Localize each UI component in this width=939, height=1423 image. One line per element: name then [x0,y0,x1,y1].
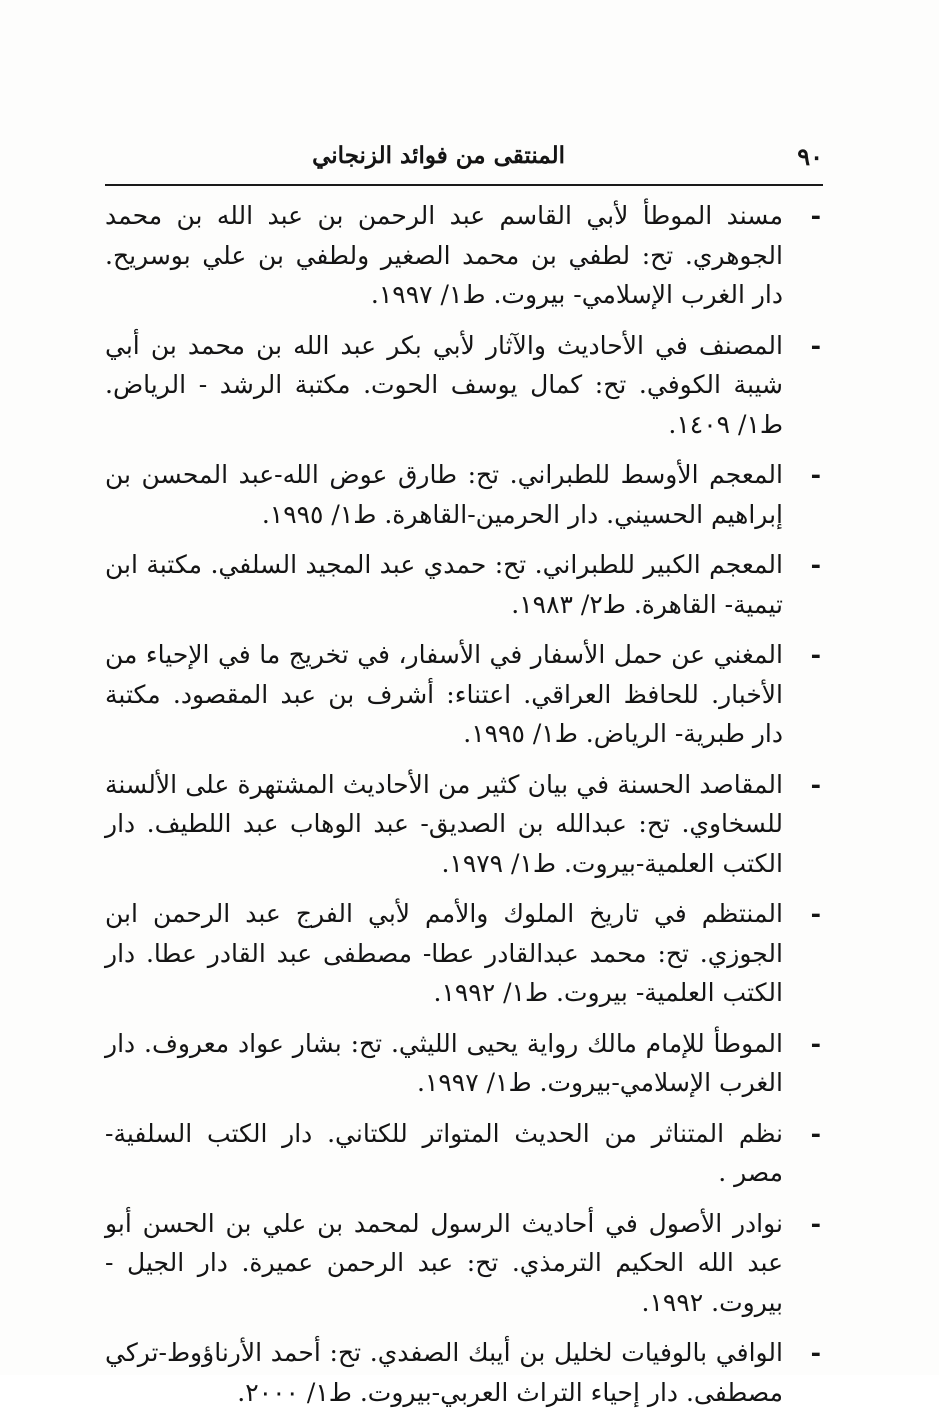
bibliography-entry [105,1114,823,1193]
entry-text: نظم المتناثر من الحديث المتواتر للكتاني. دار الكتب السلفية- مصر . [105,1118,783,1187]
entry-text: الموطأ للإمام مالك رواية يحيى الليثي. تح: بشار عواد معروف. دار الغرب الإسلامي-بيروت. ط١/ ١٩٩٧. [105,1028,783,1097]
running-title: المنتقى من فوائد الزنجاني [312,142,565,169]
entry-dash: - [810,899,821,928]
bibliography-entry [105,635,823,754]
bibliography-entry [105,765,823,884]
entry-dash: - [810,330,821,360]
entry-text: المنتظم في تاريخ الملوك والأمم لأبي الفرج عبد الرحمن ابن الجوزي. تح: محمد عبدالقادر عطا- مصطفى عبد القادر عطا. دار الكتب العلمية- بيروت. ط١/ ١٩٩٢. [105,899,783,1007]
entry-text: المعجم الأوسط للطبراني. تح: طارق عوض الله-عبد المحسن بن إبراهيم الحسيني. دار الحرمين-القاهرة. ط١/ ١٩٩٥. [105,460,783,529]
bibliography-entry [105,326,823,445]
bibliography-entry [105,196,823,315]
page-number: ٩٠ [797,142,823,171]
page-header [105,138,823,182]
entry-dash: - [810,460,821,489]
entry-text: المعجم الكبير للطبراني. تح: حمدي عبد المجيد السلفي. مكتبة ابن تيمية- القاهرة. ط٢/ ١٩٨٣. [105,550,783,619]
entry-dash: - [810,1338,821,1367]
entry-text: نوادر الأصول في أحاديث الرسول لمحمد بن علي بن الحسن أبو عبد الله الحكيم الترمذي. تح: عبد الرحمن عميرة. دار الجيل - بيروت. ١٩٩٢. [105,1208,783,1317]
bibliography-entry [105,1333,823,1412]
bibliography-entry [105,1024,823,1103]
bibliography-entry [105,1204,823,1323]
entry-dash: - [810,769,821,799]
entry-text: المغني عن حمل الأسفار في الأسفار، في تخريج ما في الإحياء من الأخبار. للحافظ العراقي. اعتناء: أشرف بن عبد المقصود. مكتبة دار طبرية- الرياض. ط١/ ١٩٩٥. [105,640,783,748]
entry-dash: - [810,550,821,579]
bibliography-entry [105,894,823,1013]
entry-text: المقاصد الحسنة في بيان كثير من الأحاديث المشتهرة على الألسنة للسخاوي. تح: عبدالله بن الصديق- عبد الوهاب عبد اللطيف. دار الكتب العلمية-بيروت. ط١/ ١٩٧٩. [105,769,783,878]
entry-dash: - [810,201,821,230]
bibliography-entry [105,455,823,534]
entry-dash: - [810,640,821,669]
entry-text: المصنف في الأحاديث والآثار لأبي بكر عبد الله بن محمد بن أبي شيبة الكوفي. تح: كمال يوسف الحوت. مكتبة الرشد - الرياض. ط١/ ١٤٠٩. [105,330,783,439]
entry-text: الوافي بالوفيات لخليل بن أيبك الصفدي. تح: أحمد الأرناؤوط-تركي مصطفى. دار إحياء التراث العربي-بيروت. ط١/ ٢٠٠٠. [105,1338,783,1407]
bibliography-entry [105,545,823,624]
entry-dash: - [810,1118,821,1148]
header-rule [105,184,823,186]
bibliography-list [105,196,823,1423]
entry-text: مسند الموطأ لأبي القاسم عبد الرحمن بن عبد الله بن محمد الجوهري. تح: لطفي بن محمد الصغير ولطفي بن علي بوسريح. دار الغرب الإسلامي- بيروت. ط١/ ١٩٩٧. [105,201,783,309]
entry-dash: - [810,1208,821,1238]
entry-dash: - [810,1028,821,1058]
